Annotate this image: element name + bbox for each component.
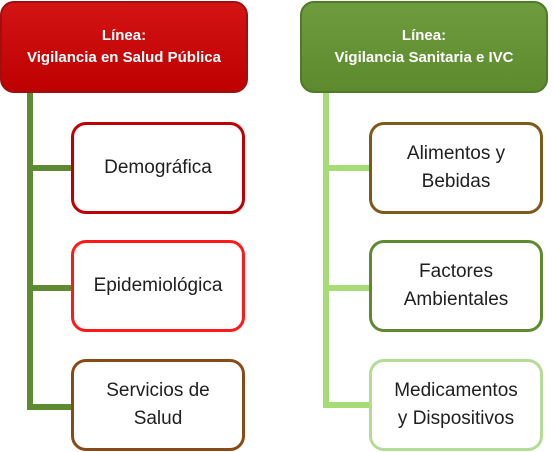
node-label-line-1: Medicamentos [394,380,518,401]
node-alimentos-y-bebidas [369,122,543,214]
node-label-line-1: Alimentos y [406,143,506,164]
node-demografica [71,122,245,214]
header-vigilancia-sanitaria-ivc [300,1,548,93]
node-label-line-1: Factores [419,261,493,282]
node-label: Demográfica [104,157,212,178]
header-right-line-1: Línea: [401,27,447,44]
header-left-line-1: Línea: [101,27,147,44]
node-epidemiologica [71,240,245,332]
node-label-line-2: Bebidas [421,171,491,192]
node-label-line-2: y Dispositivos [397,408,515,429]
node-label-line-1: Servicios de [106,380,210,401]
node-factores-ambientales [369,240,543,332]
header-left-line-2: Vigilancia en Salud Pública [27,49,221,66]
node-label: Epidemiológica [93,275,223,296]
node-servicios-de-salud [71,359,245,451]
header-vigilancia-salud-publica [0,1,248,93]
node-label-line-2: Salud [133,408,183,429]
node-medicamentos-y-dispositivos [369,359,543,451]
node-label-line-2: Ambientales [403,289,509,310]
header-right-line-2: Vigilancia Sanitaria e IVC [334,49,514,66]
